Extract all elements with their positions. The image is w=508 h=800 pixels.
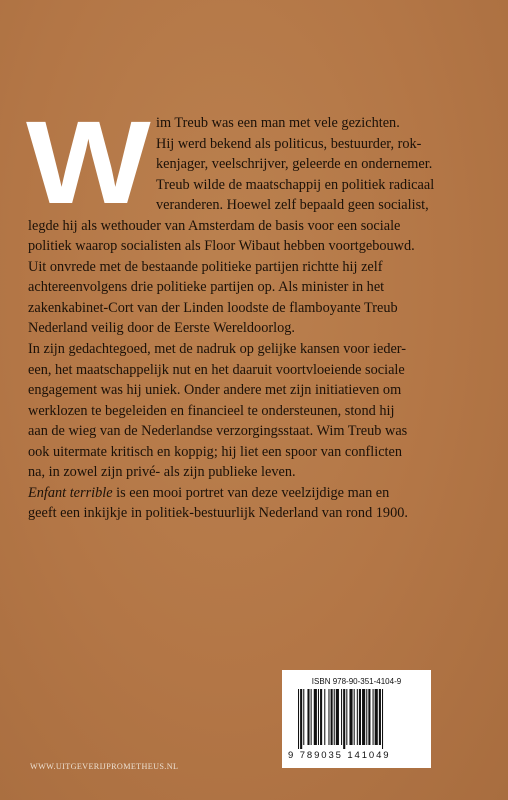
blurb-line: kenjager, veelschrijver, geleerde en ondernemer. [156,156,433,173]
barcode-bars [298,689,416,749]
blurb-line [28,483,483,504]
barcode-bar [375,689,378,745]
barcode-bar [307,689,309,745]
barcode-bar [314,689,317,745]
blurb-line: zakenkabinet-Cort van der Linden loodste de flamboyante Treub [28,299,398,316]
book-title-italic: Enfant terrible [28,484,113,501]
blurb-line: Nederland veilig door de Eerste Wereldoorlog. [28,320,295,337]
barcode-bar [373,689,374,745]
barcode-bar [368,689,370,745]
blurb-line: werklozen te begeleiden en financieel te ondersteunen, stond hij [28,402,395,419]
blurb-text [28,113,483,524]
barcode-bar [349,689,352,745]
barcode-bar [324,689,325,745]
barcode-bar [357,689,358,745]
barcode-bar [362,689,365,745]
barcode-bar [334,689,335,745]
barcode-bar [311,689,312,745]
blurb-line: legde hij als wethouder van Amsterdam de basis voor een sociale [28,217,401,234]
barcode-bar [366,689,367,745]
blurb-line: na, in zowel zijn privé- als zijn publieke leven. [28,464,296,481]
barcode-bar [382,689,383,749]
barcode-bar [298,689,299,749]
barcode-bar [359,689,361,745]
barcode-digits: 9 789035 141049 [288,750,391,761]
barcode-bar [354,689,355,745]
blurb-line: engagement was hij uniek. Onder andere met zijn initiatieven om [28,382,402,399]
barcode-bar [300,689,302,749]
barcode-bar [331,689,333,745]
blurb-line: ook uitermate kritisch en koppig; hij liet een spoor van conflicten [28,443,403,460]
barcode-bar [318,689,319,745]
barcode-bar [341,689,342,745]
barcode-bar [328,689,329,745]
barcode-bar [303,689,304,745]
publisher-website: WWW.UITGEVERIJPROMETHEUS.NL [30,762,179,771]
blurb-line: politiek waarop socialisten als Floor Wibaut hebben voortgebouwd. [28,238,415,255]
blurb-line: Uit onvrede met de bestaande politieke partijen richtte hij zelf [28,258,383,275]
isbn-text: ISBN 978-90-351-4104-9 [311,677,402,686]
blurb-line: Hij werd bekend als politicus, bestuurder, rok- [156,135,422,152]
blurb-line: im Treub was een man met vele gezichten. [156,115,400,131]
blurb-line-rest: is een mooi portret van deze veelzijdige man en [112,484,390,501]
drop-cap-letter: W [26,97,147,229]
blurb-line: geeft een inkijkje in politiek-bestuurlijk Nederland van rond 1900. [28,505,408,522]
blurb-line: veranderen. Hoewel zelf bepaald geen socialist, [156,197,429,214]
barcode-label [282,670,431,768]
barcode-bar [379,689,381,745]
blurb-line: een, het maatschappelijk nut en het daaruit voortvloeiende sociale [28,361,405,378]
barcode-bar [320,689,322,745]
blurb-line: achtereenvolgens drie politieke partijen op. Als minister in het [28,279,385,296]
blurb-line: Treub wilde de maatschappij en politiek radicaal [156,176,435,193]
barcode-bar [336,689,339,745]
barcode-bar [343,689,345,749]
blurb-line: In zijn gedachtegoed, met de nadruk op gelijke kansen voor ieder- [28,341,407,358]
barcode-bar [346,689,347,745]
blurb-line: aan de wieg van de Nederlandse verzorgingsstaat. Wim Treub was [28,423,408,440]
